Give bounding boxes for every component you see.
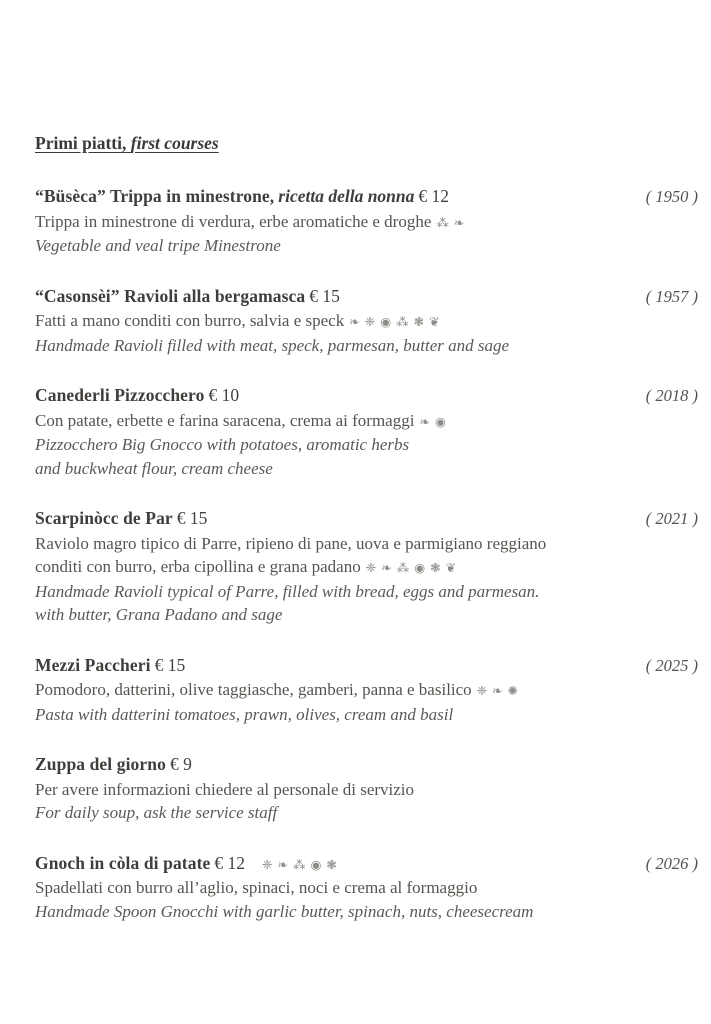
dish-header-left (35, 507, 207, 532)
dish-header (35, 507, 698, 532)
dish-description-en (35, 900, 698, 924)
dish-title: “Büsèca” Trippa in minestrone, (35, 186, 275, 206)
dish-year: ( 2026 ) (645, 853, 698, 873)
egg-icon: ◉ (414, 560, 426, 575)
egg-icon: ◉ (310, 856, 322, 872)
dish-desc-line (35, 678, 698, 703)
dish-description-it (35, 309, 698, 334)
dish-description-it (35, 778, 698, 802)
dish-year: ( 2025 ) (645, 655, 698, 675)
dish-desc-line (35, 778, 698, 802)
dish-title: “Casonsèi” Ravioli alla bergamasca (35, 285, 306, 306)
dish-year: ( 1957 ) (645, 286, 698, 306)
menu-item (35, 507, 698, 627)
dish-year: ( 1950 ) (645, 187, 698, 206)
dish-desc-line (35, 309, 698, 334)
dish-title-variant: ricetta della nonna (278, 186, 415, 206)
dish-header (35, 753, 698, 778)
paw-icon: ❦ (445, 560, 457, 575)
dish-header-left (35, 185, 449, 210)
dish-ingredient-icons (414, 411, 445, 430)
dish-header (35, 384, 698, 409)
dish-desc-en-line: and buckwheat flour, cream cheese (35, 458, 273, 478)
dish-header (35, 285, 698, 310)
dish-title-icons (257, 856, 337, 873)
dish-price: € 15 (176, 508, 208, 528)
dish-ingredient-icons (344, 311, 439, 330)
dish-desc-en-line: For daily soup, ask the service staff (35, 803, 278, 822)
dish-header-left (35, 285, 340, 310)
flower-icon: ❃ (413, 314, 425, 329)
butter-icon: ❧ (277, 856, 288, 872)
dish-header-left (35, 654, 185, 679)
dish-header-left (35, 753, 192, 778)
dish-ingredient-icons (361, 557, 456, 576)
spices-icon: ⁂ (396, 560, 410, 575)
dish-desc-en-line: Handmade Ravioli filled with meat, speck, parmesan, butter and sage (35, 335, 510, 355)
section-heading-main: Primi piatti, (35, 133, 127, 153)
flower-icon: ❃ (430, 560, 441, 575)
section-heading (35, 131, 698, 155)
dish-desc-en-line: Pizzocchero Big Gnocco with potatoes, aromatic herbs (35, 435, 410, 454)
section-heading-text (35, 133, 219, 153)
dish-description-en (35, 801, 698, 825)
wheat-icon: ❈ (364, 314, 376, 329)
spices-icon: ⁂ (396, 314, 409, 329)
butter-icon: ❧ (453, 214, 465, 230)
dish-year: ( 2021 ) (645, 509, 698, 528)
dish-header-left (35, 852, 337, 877)
butter-icon: ❧ (419, 413, 430, 429)
dish-desc-en-line: Handmade Ravioli typical of Parre, filled with bread, eggs and parmesan. (35, 581, 540, 601)
dish-description-it (35, 210, 698, 235)
menu-item (35, 852, 698, 924)
dish-description-en (35, 234, 698, 258)
dish-description-en (35, 580, 698, 627)
dish-title: Scarpinòcc de Par (35, 508, 173, 528)
dish-title: Canederli Pizzocchero (35, 385, 205, 405)
dish-description-it (35, 532, 698, 580)
wheat-icon: ❈ (476, 683, 488, 698)
menu-item (35, 753, 698, 825)
wheat-icon: ❈ (262, 856, 273, 872)
egg-icon: ◉ (434, 413, 446, 429)
dish-description-en (35, 703, 698, 727)
dish-desc-en-line: Vegetable and veal tripe Minestrone (35, 236, 281, 255)
dish-desc-text: Per avere informazioni chiedere al personale di servizio (35, 779, 415, 799)
dish-title: Zuppa del giorno (35, 754, 166, 774)
dish-ingredient-icons (431, 212, 464, 231)
butter-icon: ❧ (381, 560, 392, 575)
butter-icon: ❧ (492, 683, 503, 698)
menu-item (35, 654, 698, 727)
dish-desc-text: Spadellati con burro all’aglio, spinaci, noci e crema al formaggio (35, 878, 478, 897)
dish-year: ( 2018 ) (645, 386, 698, 405)
dish-desc-line (35, 532, 698, 556)
menu-item (35, 185, 698, 258)
dish-header (35, 185, 698, 210)
dish-desc-line (35, 876, 698, 900)
dish-desc-text: Raviolo magro tipico di Parre, ripieno di pane, uova e parmigiano reggiano (35, 533, 547, 553)
dish-desc-line (35, 210, 698, 235)
dish-price: € 15 (154, 654, 186, 675)
dish-desc-line (35, 555, 698, 580)
dish-description-it (35, 876, 698, 900)
dish-description-it (35, 678, 698, 703)
dish-header-left (35, 384, 239, 409)
flower-icon: ❃ (326, 856, 337, 872)
dish-desc-en-line: Pasta with datterini tomatoes, prawn, olives, cream and basil (35, 704, 454, 724)
dish-desc-en-line: with butter, Grana Padano and sage (35, 605, 283, 624)
dish-title: Mezzi Paccheri (35, 654, 151, 675)
dish-desc-text: Fatti a mano conditi con burro, salvia e speck (35, 311, 345, 330)
dish-ingredient-icons (472, 680, 518, 699)
dish-desc-text: Trippa in minestrone di verdura, erbe aromatiche e droghe (35, 211, 432, 231)
section-heading-subtitle: first courses (130, 133, 219, 153)
dish-desc-en-line: Handmade Spoon Gnocchi with garlic butter, spinach, nuts, cheesecream (35, 901, 534, 921)
butter-icon: ❧ (349, 314, 360, 329)
menu-item (35, 384, 698, 480)
dish-desc-text: Pomodoro, datterini, olive taggiasche, gamberi, panna e basilico (35, 680, 472, 699)
spices-icon: ⁂ (436, 214, 449, 230)
dish-header (35, 852, 698, 877)
wheat-icon: ❈ (365, 560, 377, 575)
paw-icon: ❦ (429, 314, 440, 329)
crab-icon: ✺ (507, 683, 519, 698)
dish-description-it (35, 409, 698, 434)
dish-header (35, 654, 698, 679)
spices-icon: ⁂ (292, 856, 306, 872)
menu-item (35, 285, 698, 358)
dish-price: € 10 (208, 385, 240, 405)
dish-price: € 12 (214, 852, 245, 873)
dish-desc-text: Con patate, erbette e farina saracena, crema ai formaggi (35, 410, 415, 430)
dish-desc-text: conditi con burro, erba cipollina e grana padano (35, 557, 361, 576)
dish-description-en (35, 334, 698, 358)
menu-list (35, 185, 698, 923)
dish-description-en (35, 433, 698, 480)
dish-price: € 12 (418, 186, 450, 206)
dish-desc-line (35, 409, 698, 434)
dish-title: Gnoch in còla di patate (35, 852, 211, 873)
dish-price: € 15 (309, 285, 340, 306)
dish-price: € 9 (169, 754, 192, 774)
egg-icon: ◉ (380, 314, 392, 329)
